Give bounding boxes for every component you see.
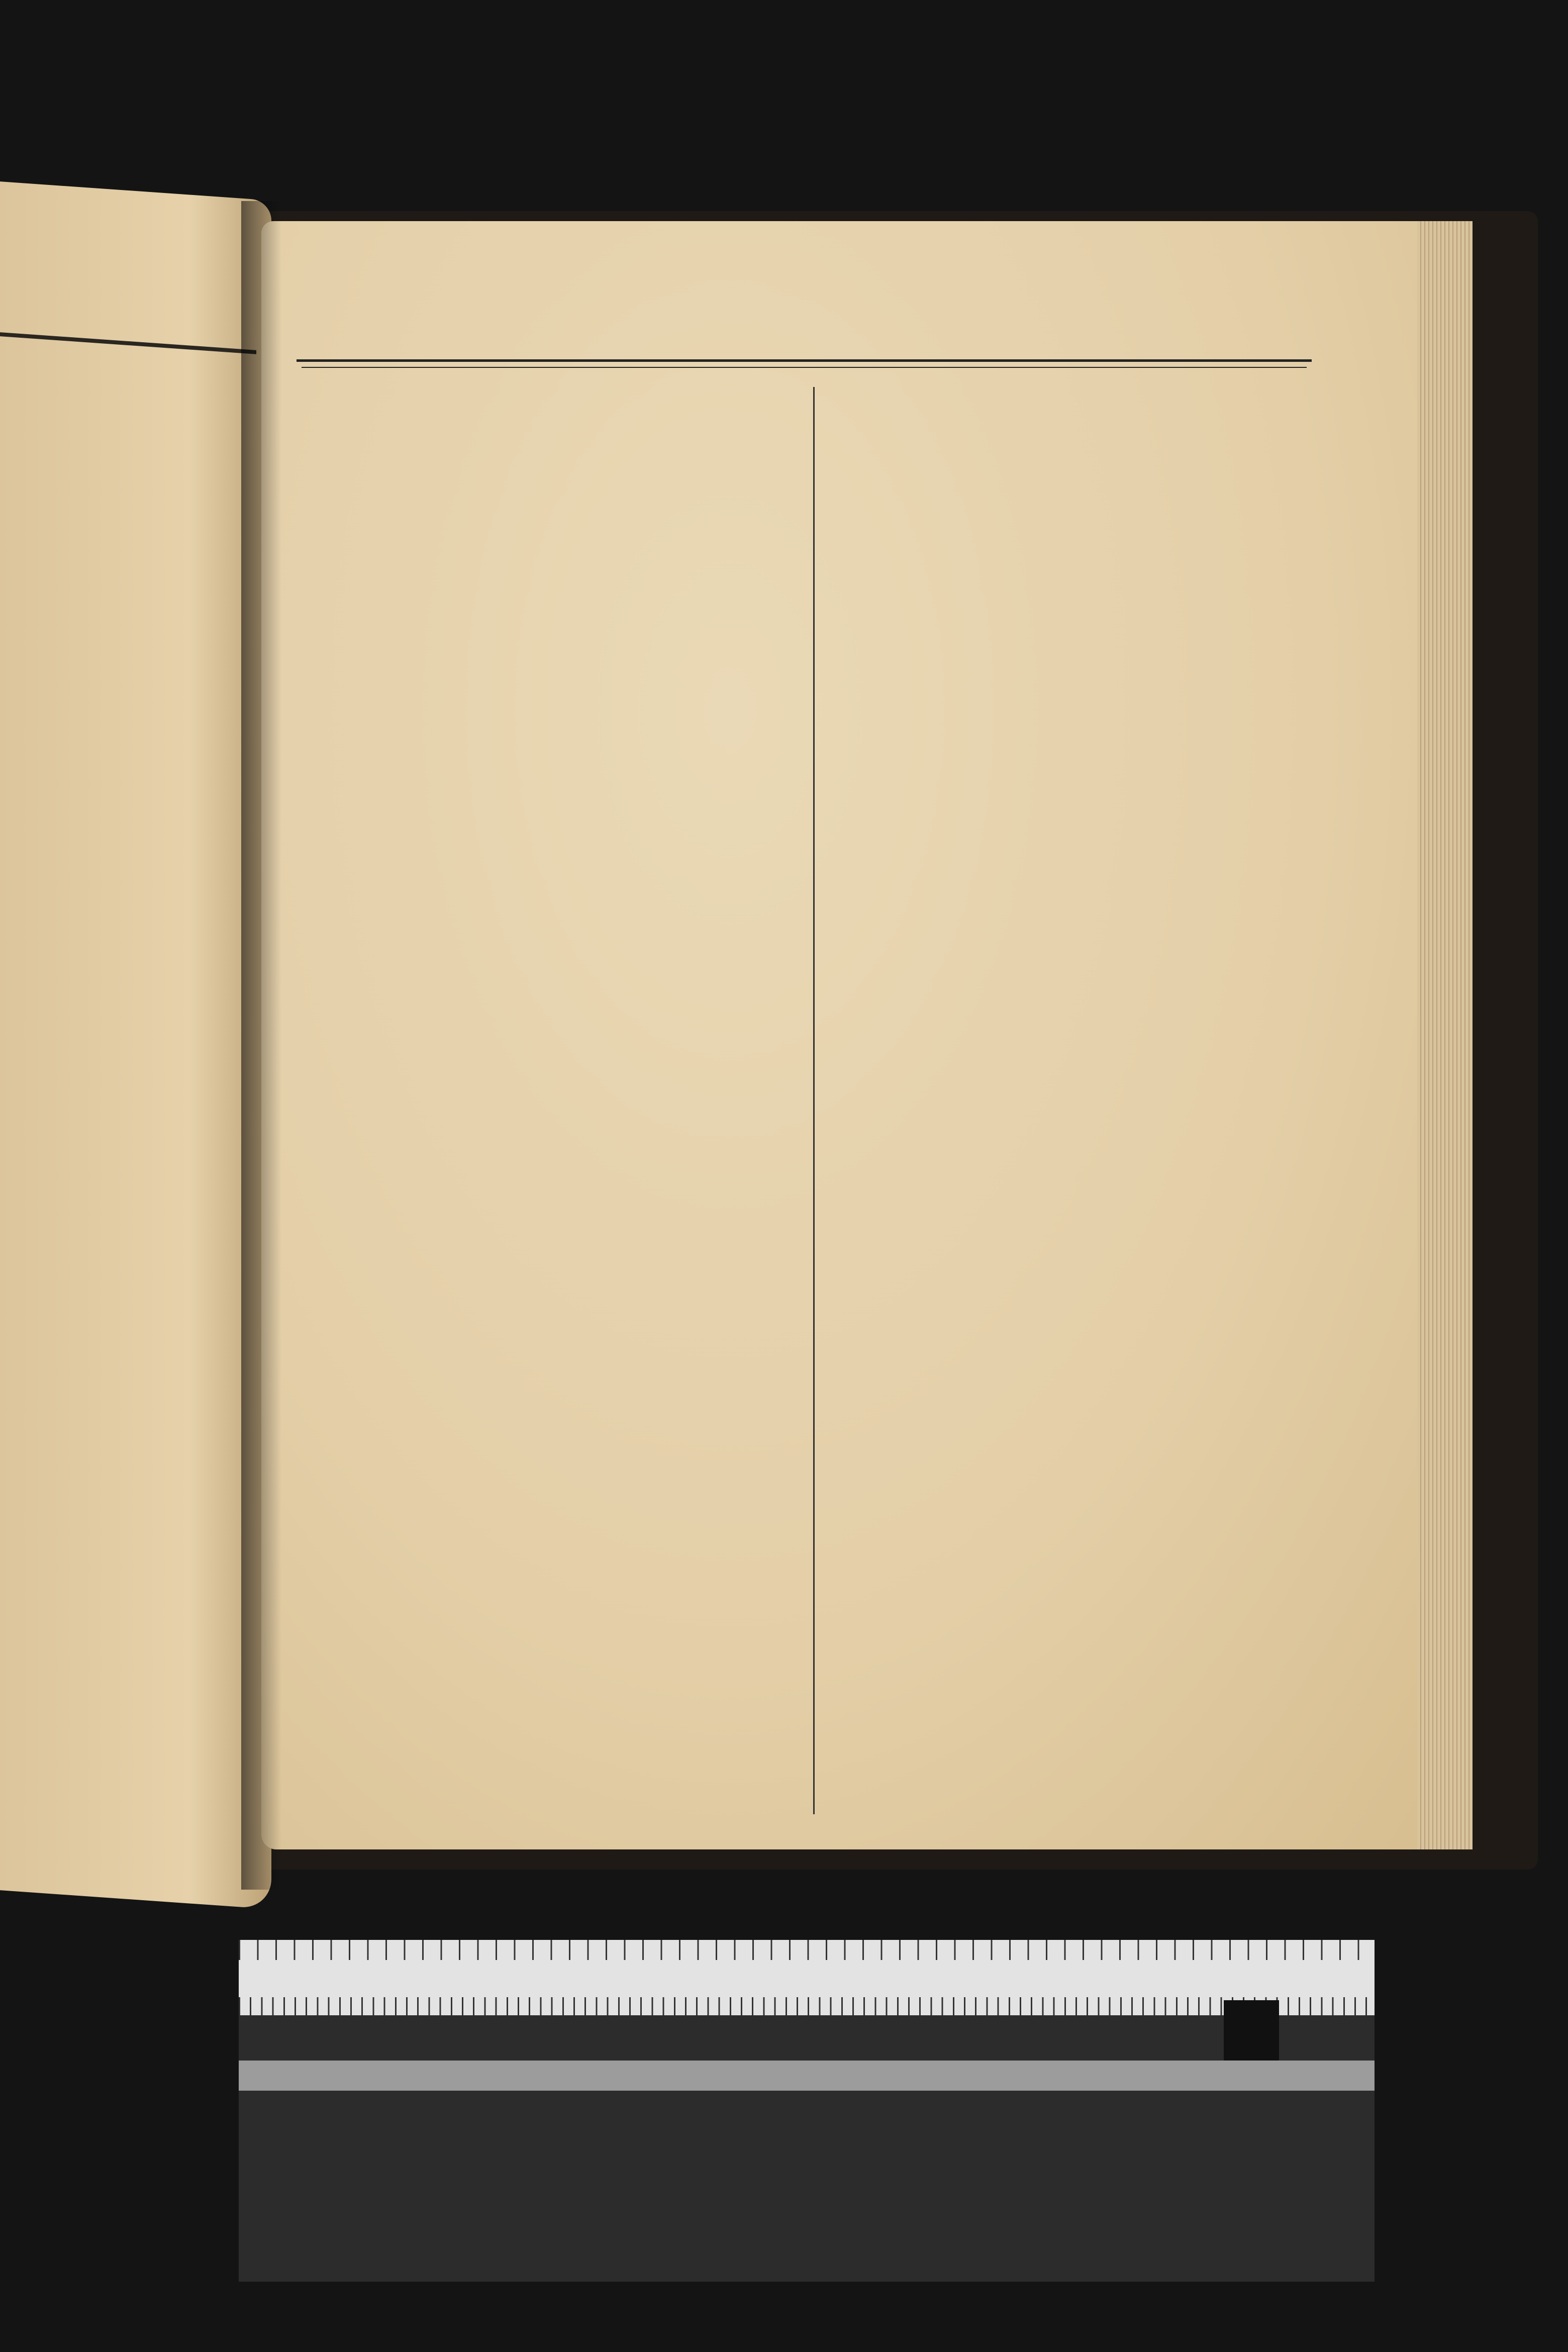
right-column-text-top xyxy=(829,397,1332,950)
colour-chart xyxy=(239,1940,1375,2282)
left-page xyxy=(0,181,271,1909)
chart-logo xyxy=(1224,2000,1279,2071)
swatch-row-light xyxy=(239,2091,1375,2186)
left-page-rule xyxy=(0,332,256,354)
column-divider xyxy=(813,387,815,1814)
left-column-text xyxy=(294,384,799,1827)
ruler xyxy=(239,1940,1375,2015)
header-rule-thin xyxy=(302,367,1307,368)
cm-ticks xyxy=(239,1997,1375,2015)
inch-ticks xyxy=(239,1940,1375,1960)
swatch-labels xyxy=(239,2063,1375,2088)
swatch-row-dark xyxy=(239,2186,1375,2282)
header-rule xyxy=(297,359,1312,362)
gutter-shadow xyxy=(241,201,281,1890)
right-column-text-bottom xyxy=(829,1033,1332,1787)
page-edges xyxy=(1417,221,1473,1849)
